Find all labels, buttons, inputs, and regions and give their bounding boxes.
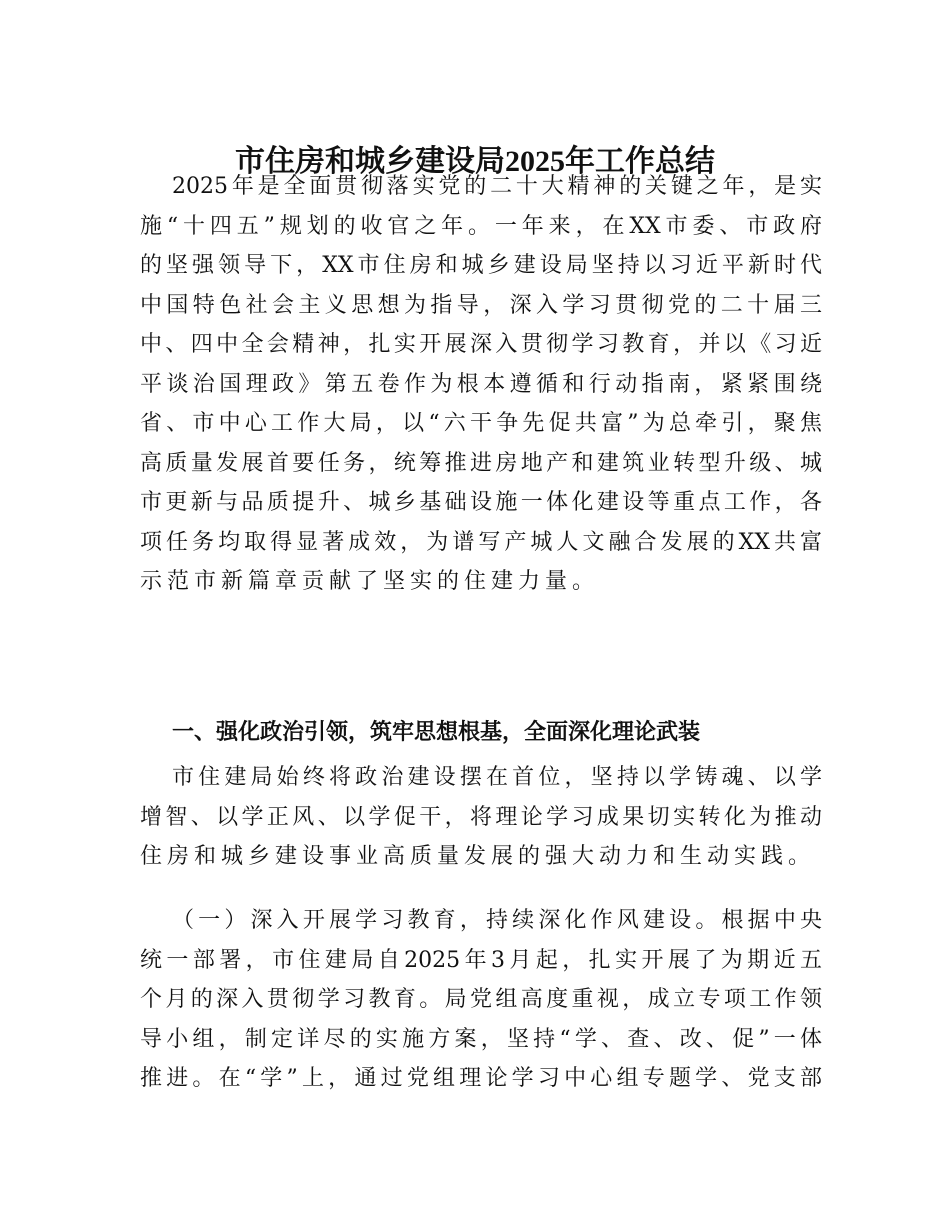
paragraph-line: 平谈治国理政》第五卷作为根本遵循和行动指南，紧紧围绕 [140,371,822,397]
paragraph-line: 推进。在“学”上，通过党组理论学习中心组专题学、党支部 [140,1066,822,1091]
paragraph-line: 统一部署，市住建局自2025年3月起，扎实开展了为期近五 [140,947,822,973]
paragraph-line: 示范市新篇章贡献了坚实的住建力量。 [140,569,600,594]
paragraph-line: 2025年是全面贯彻落实党的二十大精神的关键之年，是实 [172,174,822,199]
paragraph-line: 中、四中全会精神，扎实开展深入贯彻学习教育，并以《习近 [140,332,822,357]
paragraph-line: 省、市中心工作大局，以“六干争先促共富”为总牵引，聚焦 [140,411,822,436]
paragraph-line: 住房和城乡建设事业高质量发展的强大动力和生动实践。 [140,844,816,869]
section-heading: 一、强化政治引领，筑牢思想根基，全面深化理论武装 [172,720,701,745]
paragraph-line: 市住建局始终将政治建设摆在首位，坚持以学铸魂、以学 [172,765,822,790]
paragraph-line: 施“十四五”规划的收官之年。一年来，在XX市委、市政府 [140,213,822,239]
paragraph-line: 的坚强领导下，XX市住房和城乡建设局坚持以习近平新时代 [140,253,822,278]
paragraph-line: 增智、以学正风、以学促干，将理论学习成果切实转化为推动 [140,804,822,830]
paragraph-line: 高质量发展首要任务，统筹推进房地产和建筑业转型升级、城 [140,450,822,476]
document-title: 市住房和城乡建设局2025年工作总结 [235,145,715,179]
paragraph-line: （一）深入开展学习教育，持续深化作风建设。根据中央 [172,908,822,933]
paragraph-line: 导小组，制定详尽的实施方案，坚持“学、查、改、促”一体 [140,1026,822,1052]
paragraph-line: 中国特色社会主义思想为指导，深入学习贯彻党的二十届三 [140,292,822,318]
paragraph-line: 个月的深入贯彻学习教育。局党组高度重视，成立专项工作领 [140,987,822,1012]
paragraph-line: 市更新与品质提升、城乡基础设施一体化建设等重点工作，各 [140,490,822,515]
paragraph-line: 项任务均取得显著成效，为谱写产城人文融合发展的XX共富 [140,529,822,555]
